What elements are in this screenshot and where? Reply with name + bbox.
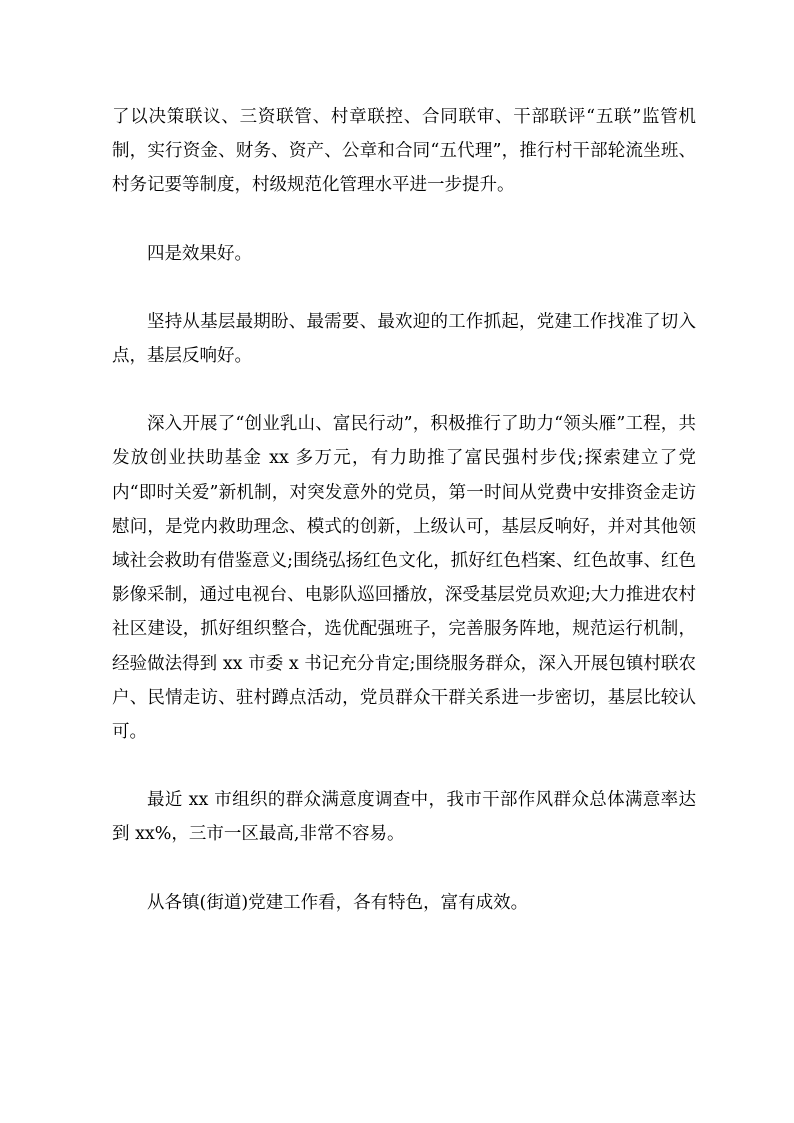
paragraph-5: 最近 xx 市组织的群众满意度调查中，我市干部作风群众总体满意率达到 xx%，三市一区最高,非常不容易。 — [112, 790, 696, 845]
paragraph-6: 从各镇(街道)党建工作看，各有特色，富有成效。 — [147, 892, 529, 913]
paragraph-gap — [112, 852, 696, 886]
paragraph-4: 深入开展了“创业乳山、富民行动”，积极推行了助力“领头雁”工程，共发放创业扶助基金 xx 多万元，有力助推了富民强村步伐;探索建立了党内“即时关爱”新机制，对突发意外的党员，第一时间从党费中安排资金走访慰问，是党内救助理念、模式的创新，上级认可，基层反响好，并对其他领域社会救助有借鉴意义;围绕弘扬红色文化，抓好红色档案、红色故事、红色影像采制，通过电视台、电影队巡回播放，深受基层党员欢迎;大力推进农村社区建设，抓好组织整合，选优配强班子，完善服务阵地，规范运行机制，经验做法得到 xx 市委 x 书记充分肯定;围绕服务群众，深入开展包镇村联农户、民情走访、驻村蹲点活动，党员群众干群关系进一步密切，基层比较认可。 — [112, 414, 696, 743]
paragraph-gap — [112, 203, 696, 237]
document-body — [112, 100, 696, 920]
paragraph-gap — [112, 749, 696, 783]
paragraph-3: 坚持从基层最期盼、最需要、最欢迎的工作抓起，党建工作找准了切入点，基层反响好。 — [112, 311, 696, 367]
paragraph-gap — [112, 271, 696, 305]
paragraph-1: 了以决策联议、三资联管、村章联控、合同联审、干部联评“五联”监管机制，实行资金、财务、资产、公章和合同“五代理”，推行村干部轮流坐班、村务记要等制度，村级规范化管理水平进一步提升。 — [112, 107, 696, 196]
paragraph-gap — [112, 373, 696, 407]
paragraph-2: 四是效果好。 — [147, 243, 252, 264]
